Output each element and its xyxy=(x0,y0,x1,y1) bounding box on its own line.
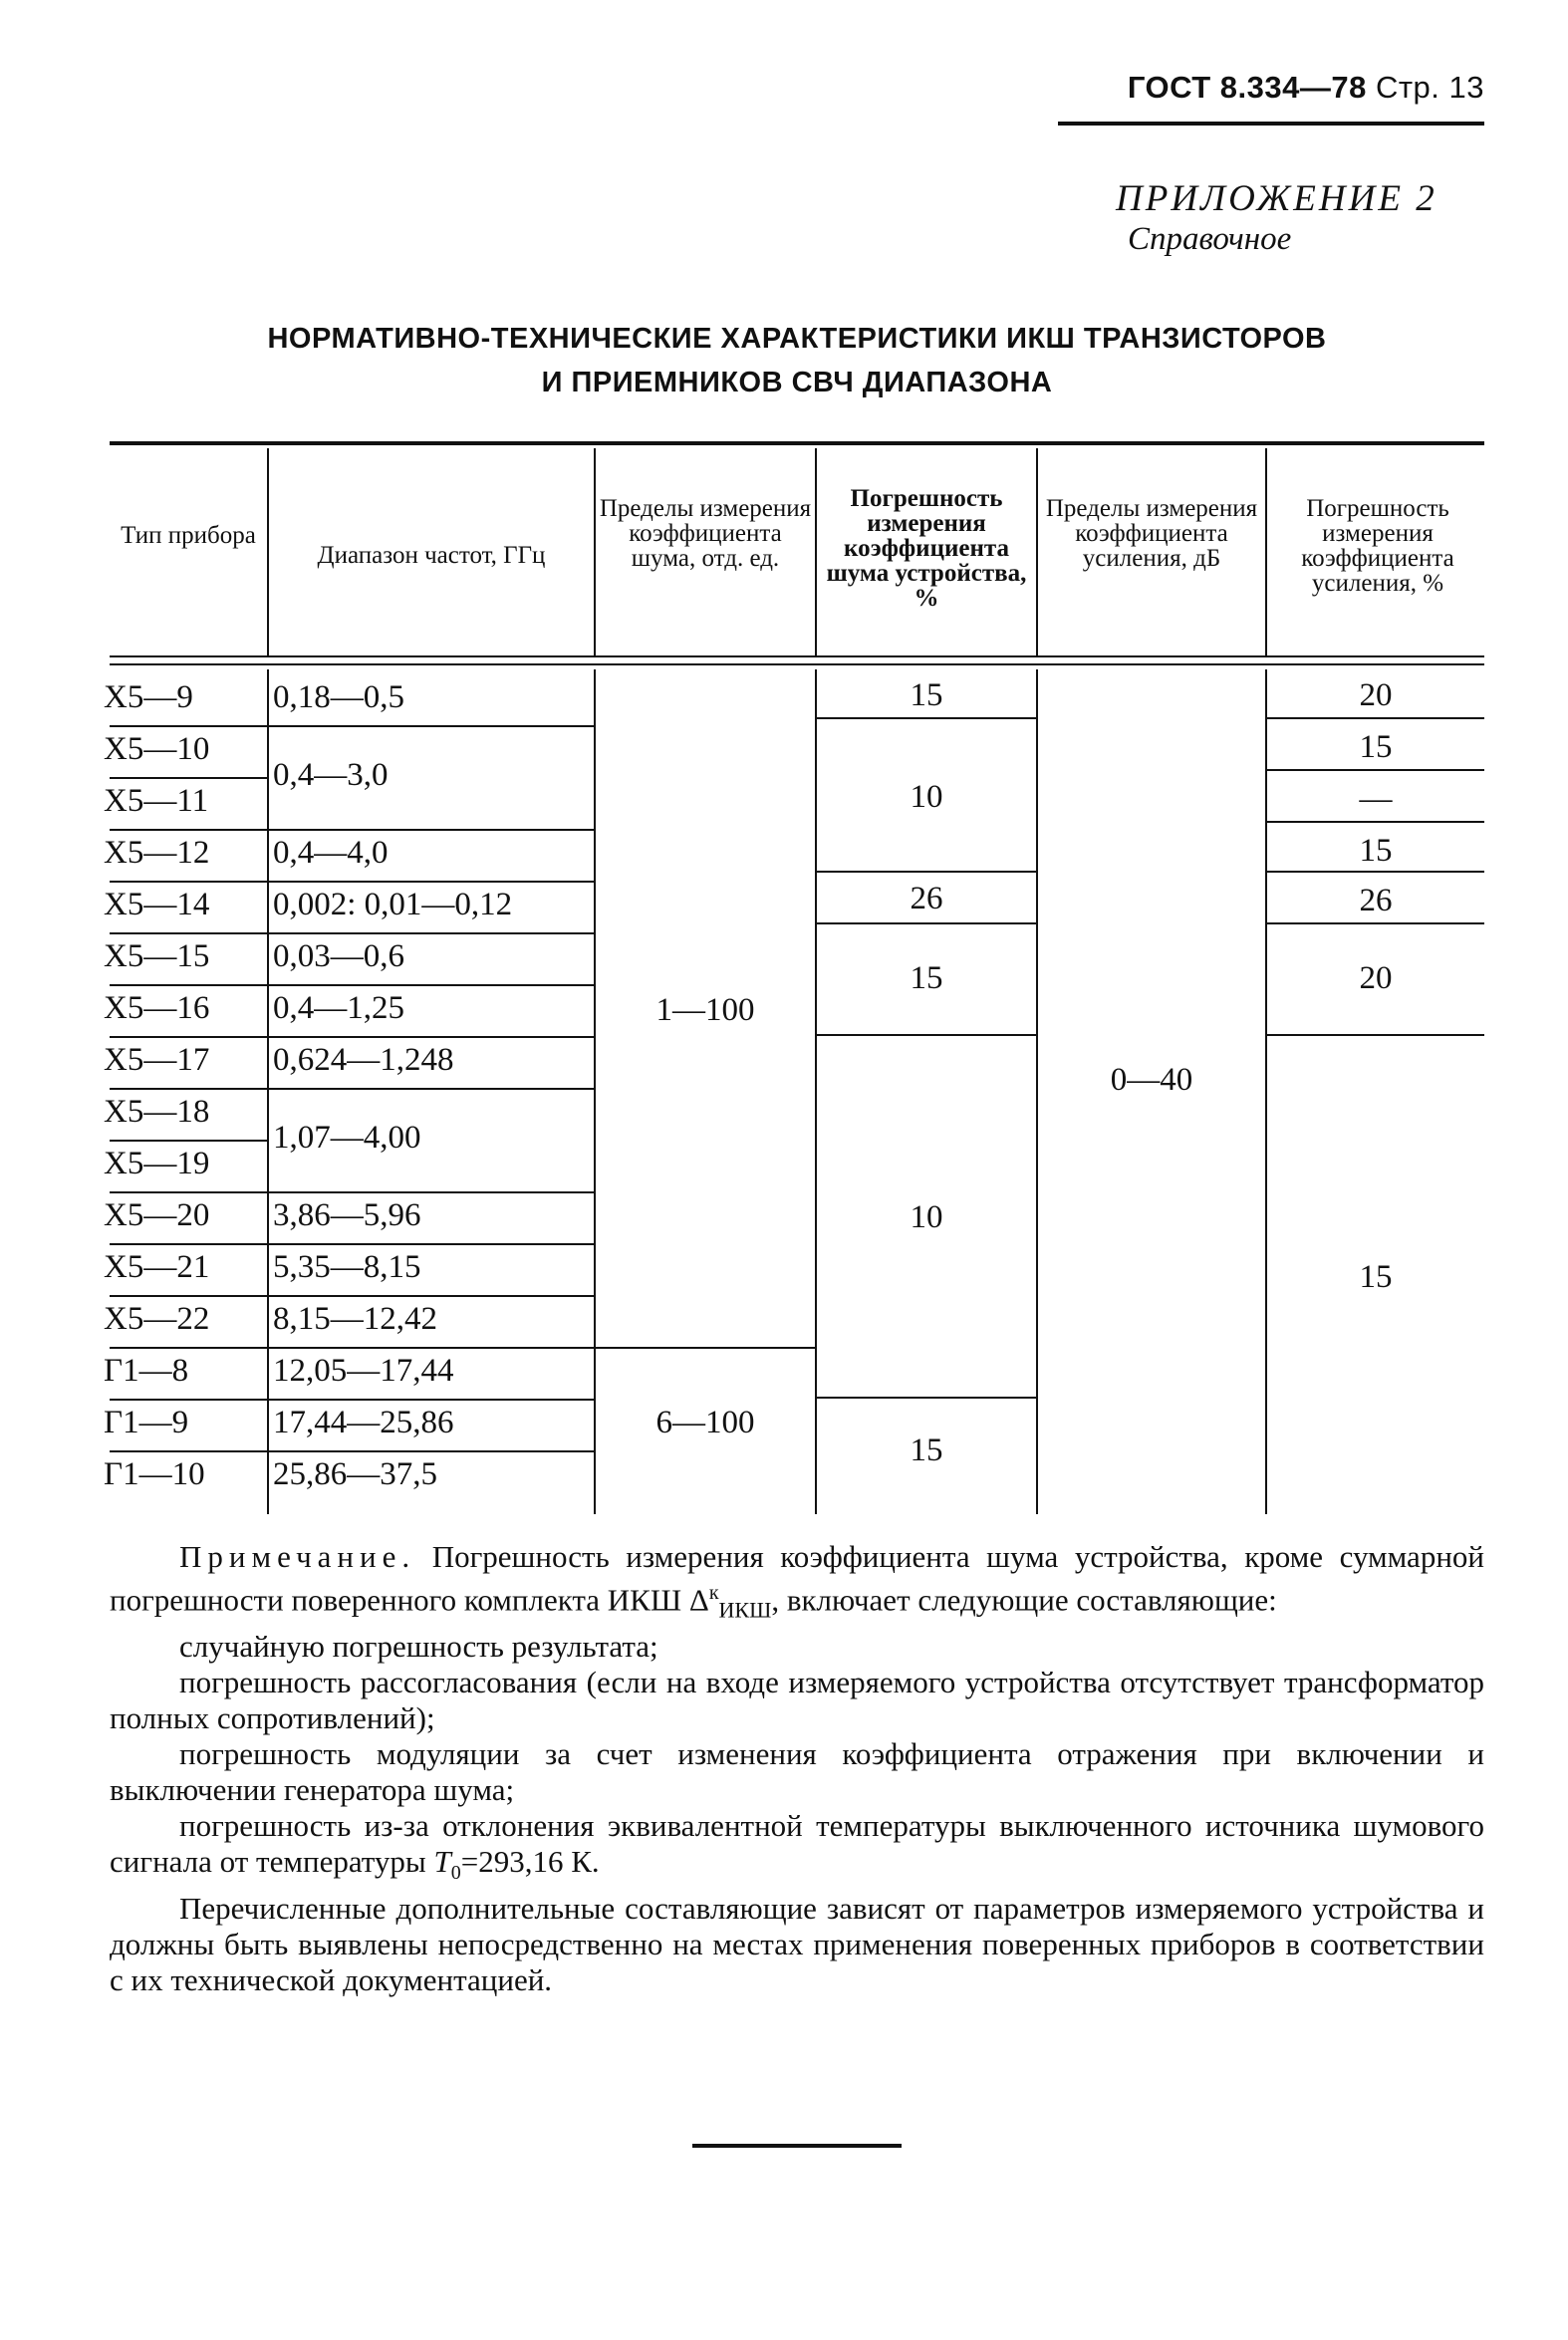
row-type: Х5—14 xyxy=(104,887,210,922)
noise-error-value: 15 xyxy=(910,960,943,996)
row-type: Г1—9 xyxy=(104,1405,189,1440)
gain-limits-value: 0—40 xyxy=(1110,1062,1193,1098)
note-subscript: ИКШ xyxy=(718,1597,772,1623)
gain-error-value: 26 xyxy=(1359,883,1393,918)
note-paragraph: Перечисленные дополнительные составляющие зависят от параметров измеряемого устройства и должны быть выявлены непосредственно на местах применения поверенных приборов в соответствии с их технической документацией. xyxy=(110,1890,1484,1997)
header-noise-limits: Пределы измерения коэффициента шума, отд. ед. xyxy=(599,495,812,572)
row-rule xyxy=(110,1088,267,1090)
row-type: Х5—9 xyxy=(104,679,193,715)
note-superscript: к xyxy=(708,1582,719,1604)
row-rule xyxy=(1267,769,1484,771)
row-rule xyxy=(110,1140,267,1142)
row-type: Г1—10 xyxy=(104,1456,205,1492)
row-rule xyxy=(269,932,594,934)
row-frequency: 0,18—0,5 xyxy=(273,679,404,715)
row-rule xyxy=(110,1036,267,1038)
note-item: случайную погрешность результата; xyxy=(179,1628,658,1664)
row-frequency: 0,624—1,248 xyxy=(273,1042,454,1078)
table-top-rule xyxy=(110,441,1484,445)
gain-error-value: 15 xyxy=(1359,1259,1393,1295)
row-rule xyxy=(269,1036,594,1038)
row-rule xyxy=(110,1243,267,1245)
row-frequency: 0,4—1,25 xyxy=(273,990,404,1026)
row-type: Х5—15 xyxy=(104,938,210,974)
table-header-rule-2 xyxy=(110,663,1484,665)
gost-code: ГОСТ 8.334—78 xyxy=(1127,70,1367,105)
bottom-rule xyxy=(692,2144,902,2148)
header-noise-error: Погрешность измерения коэффициента шума устройства, % xyxy=(826,485,1027,612)
note-item xyxy=(110,1808,1484,1891)
document-title-line-2: И ПРИЕМНИКОВ СВЧ ДИАПАЗОНА xyxy=(541,367,1053,398)
row-type: Х5—17 xyxy=(104,1042,210,1078)
table-header-rule xyxy=(110,655,1484,657)
row-rule xyxy=(269,829,594,831)
row-rule xyxy=(110,984,267,986)
row-rule xyxy=(269,1243,594,1245)
note-block xyxy=(110,1539,1484,1998)
row-rule xyxy=(817,717,1036,719)
row-frequency: 5,35—8,15 xyxy=(273,1249,421,1285)
appendix-subtitle: Справочное xyxy=(1128,221,1292,257)
row-rule xyxy=(110,932,267,934)
row-rule xyxy=(1267,821,1484,823)
row-type: Х5—21 xyxy=(104,1249,210,1285)
row-type: Г1—8 xyxy=(104,1353,189,1389)
row-rule xyxy=(110,1347,267,1349)
row-frequency: 0,03—0,6 xyxy=(273,938,404,974)
header-divider xyxy=(815,448,817,655)
header-type: Тип прибора xyxy=(121,522,256,549)
header-divider xyxy=(1036,448,1038,655)
row-frequency: 1,07—4,00 xyxy=(273,1120,421,1156)
row-type: Х5—18 xyxy=(104,1094,210,1130)
row-frequency: 8,15—12,42 xyxy=(273,1301,437,1337)
note-item-text: погрешность из-за отклонения эквивалентной температуры выключенного источника шумового сигнала от температуры xyxy=(110,1807,1484,1879)
row-rule xyxy=(110,829,267,831)
noise-error-value: 26 xyxy=(910,881,943,916)
row-type: Х5—16 xyxy=(104,990,210,1026)
gain-error-value: 15 xyxy=(1359,833,1393,869)
row-frequency: 0,4—3,0 xyxy=(273,757,389,793)
row-rule xyxy=(269,881,594,883)
row-type: Х5—11 xyxy=(104,783,209,819)
note-item: погрешность рассогласования (если на входе измеряемого устройства отсутствует трансформатор полных сопротивлений); xyxy=(110,1664,1484,1735)
row-rule xyxy=(110,1191,267,1193)
row-frequency: 0,4—4,0 xyxy=(273,835,389,871)
row-rule xyxy=(269,1191,594,1193)
note-text: Погрешность измерения коэффициента шума устройства, кроме суммарной погрешности поверенного комплекта ИКШ Δ xyxy=(110,1539,1484,1618)
note-variable-subscript: 0 xyxy=(450,1861,461,1884)
row-rule xyxy=(1267,871,1484,873)
row-rule xyxy=(110,1450,267,1452)
row-rule xyxy=(817,922,1036,924)
row-rule xyxy=(817,871,1036,873)
note-variable: T xyxy=(433,1843,451,1879)
page-number: Стр. 13 xyxy=(1375,70,1484,105)
noise-error-value: 10 xyxy=(910,1199,943,1235)
row-type: Х5—22 xyxy=(104,1301,210,1337)
row-frequency: 17,44—25,86 xyxy=(273,1405,454,1440)
noise-limits-value: 6—100 xyxy=(655,1405,755,1440)
row-type: Х5—19 xyxy=(104,1146,210,1181)
row-rule xyxy=(817,1397,1036,1399)
noise-limits-value: 1—100 xyxy=(655,992,755,1028)
gain-error-value: — xyxy=(1359,781,1393,817)
note-item-value: =293,16 К. xyxy=(460,1843,600,1879)
row-rule xyxy=(269,984,594,986)
row-rule xyxy=(269,725,594,727)
noise-error-value: 10 xyxy=(910,779,943,815)
row-frequency: 0,002: 0,01—0,12 xyxy=(273,887,513,922)
note-text-end: , включает следующие составляющие: xyxy=(771,1582,1277,1618)
row-rule xyxy=(269,1295,594,1297)
document-title-line-1: НОРМАТИВНО-ТЕХНИЧЕСКИЕ ХАРАКТЕРИСТИКИ ИКШ ТРАНЗИСТОРОВ xyxy=(267,323,1327,355)
note-item: погрешность модуляции за счет изменения коэффициента отражения при включении и выключении генератора шума; xyxy=(110,1735,1484,1807)
row-rule xyxy=(269,1347,594,1349)
row-rule xyxy=(269,1450,594,1452)
row-type: Х5—10 xyxy=(104,731,210,767)
row-rule xyxy=(1267,717,1484,719)
row-rule xyxy=(110,1399,267,1401)
header-divider xyxy=(1265,448,1267,655)
row-rule xyxy=(110,725,267,727)
body-divider xyxy=(267,669,269,1514)
row-rule xyxy=(817,1034,1036,1036)
header-gain-limits: Пределы измерения коэффициента усиления, дБ xyxy=(1045,495,1258,572)
row-rule xyxy=(110,881,267,883)
header-frequency: Диапазон частот, ГГц xyxy=(317,542,546,569)
body-divider xyxy=(594,669,596,1514)
row-rule xyxy=(110,1295,267,1297)
row-frequency: 12,05—17,44 xyxy=(273,1353,454,1389)
row-rule xyxy=(269,1088,594,1090)
header-gain-error: Погрешность измерения коэффициента усиления, % xyxy=(1301,495,1454,597)
row-frequency: 25,86—37,5 xyxy=(273,1456,437,1492)
row-rule xyxy=(269,1399,594,1401)
row-rule xyxy=(1267,1034,1484,1036)
note-label: Примечание. xyxy=(179,1539,416,1574)
row-frequency: 3,86—5,96 xyxy=(273,1197,421,1233)
row-rule xyxy=(110,777,267,779)
noise-error-value: 15 xyxy=(910,677,943,713)
appendix-title: ПРИЛОЖЕНИЕ 2 xyxy=(1116,178,1437,219)
row-rule xyxy=(596,1347,815,1349)
row-type: Х5—20 xyxy=(104,1197,210,1233)
gain-error-value: 15 xyxy=(1359,729,1393,765)
header-divider xyxy=(594,448,596,655)
noise-error-value: 15 xyxy=(910,1432,943,1468)
gain-error-value: 20 xyxy=(1359,677,1393,713)
row-type: Х5—12 xyxy=(104,835,210,871)
row-rule xyxy=(1267,922,1484,924)
gain-error-value: 20 xyxy=(1359,960,1393,996)
